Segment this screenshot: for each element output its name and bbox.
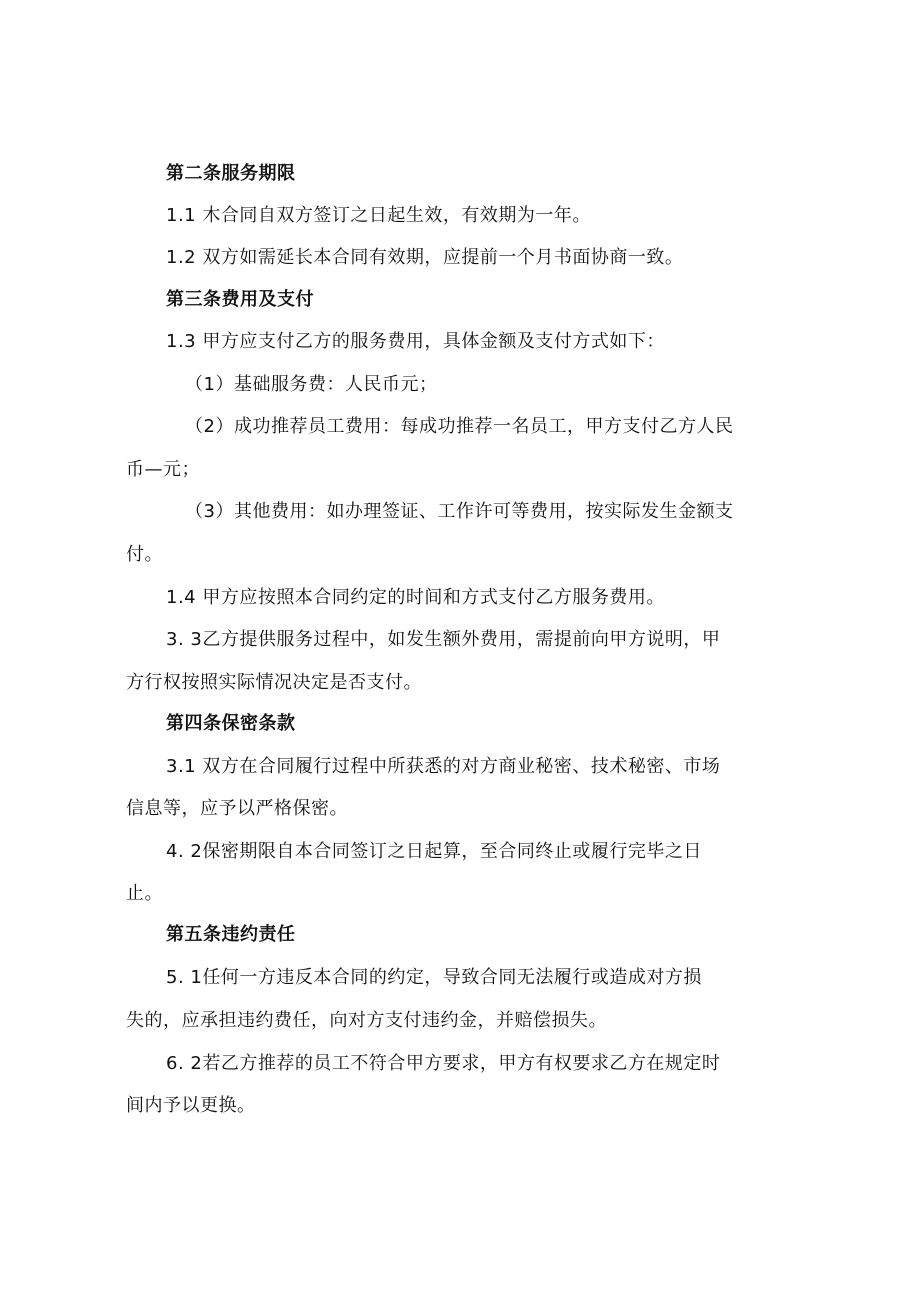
clause-line: 方行权按照实际情况决定是否支付。 bbox=[126, 672, 422, 693]
clause-line: 3. 3乙方提供服务过程中，如发生额外费用，需提前向甲方说明，甲 bbox=[166, 629, 721, 650]
clause-line: 币—元； bbox=[126, 459, 200, 480]
clause-line: 1.1 木合同自双方签订之日起生效，有效期为一年。 bbox=[166, 205, 591, 226]
clause-line: 1.4 甲方应按照本合同约定的时间和方式支付乙方服务费用。 bbox=[166, 587, 665, 608]
clause-line: （3）其他费用：如办理签证、工作许可等费用，按实际发生金额支 bbox=[185, 501, 734, 522]
clause-line: （2）成功推荐员工费用：每成功推荐一名员工，甲方支付乙方人民 bbox=[185, 416, 734, 437]
clause-line: 1.2 双方如需延长本合同有效期，应提前一个月书面协商一致。 bbox=[166, 247, 684, 268]
clause-line: 3.1 双方在合同履行过程中所获悉的对方商业秘密、技术秘密、市场 bbox=[166, 756, 721, 777]
clause-line: 6. 2若乙方推荐的员工不符合甲方要求，甲方有权要求乙方在规定时 bbox=[166, 1053, 721, 1074]
section-heading-term: 第二条服务期限 bbox=[166, 163, 296, 184]
clause-line: 失的，应承担违约费任，向对方支付违约金，并赔偿损失。 bbox=[126, 1010, 607, 1031]
section-heading-confidentiality: 第四条保密条款 bbox=[166, 713, 296, 734]
section-heading-fees: 第三条费用及支付 bbox=[166, 289, 314, 310]
clause-line: 付。 bbox=[126, 544, 163, 565]
clause-line: （1）基础服务费：人民币元； bbox=[185, 374, 438, 395]
clause-line: 5. 1任何一方违反本合同的约定，导致合同无法履行或造成对方损 bbox=[166, 967, 702, 988]
clause-line: 4. 2保密期限自本合同签订之日起算，至合同终止或履行完毕之日 bbox=[166, 841, 702, 862]
clause-line: 信息等，应予以严格保密。 bbox=[126, 798, 348, 819]
clause-line: 间内予以更换。 bbox=[126, 1095, 256, 1116]
clause-line: 止。 bbox=[126, 883, 163, 904]
clause-line: 1.3 甲方应支付乙方的服务费用，具体金额及支付方式如下： bbox=[166, 331, 665, 352]
section-heading-liability: 第五条违约责任 bbox=[166, 924, 296, 945]
